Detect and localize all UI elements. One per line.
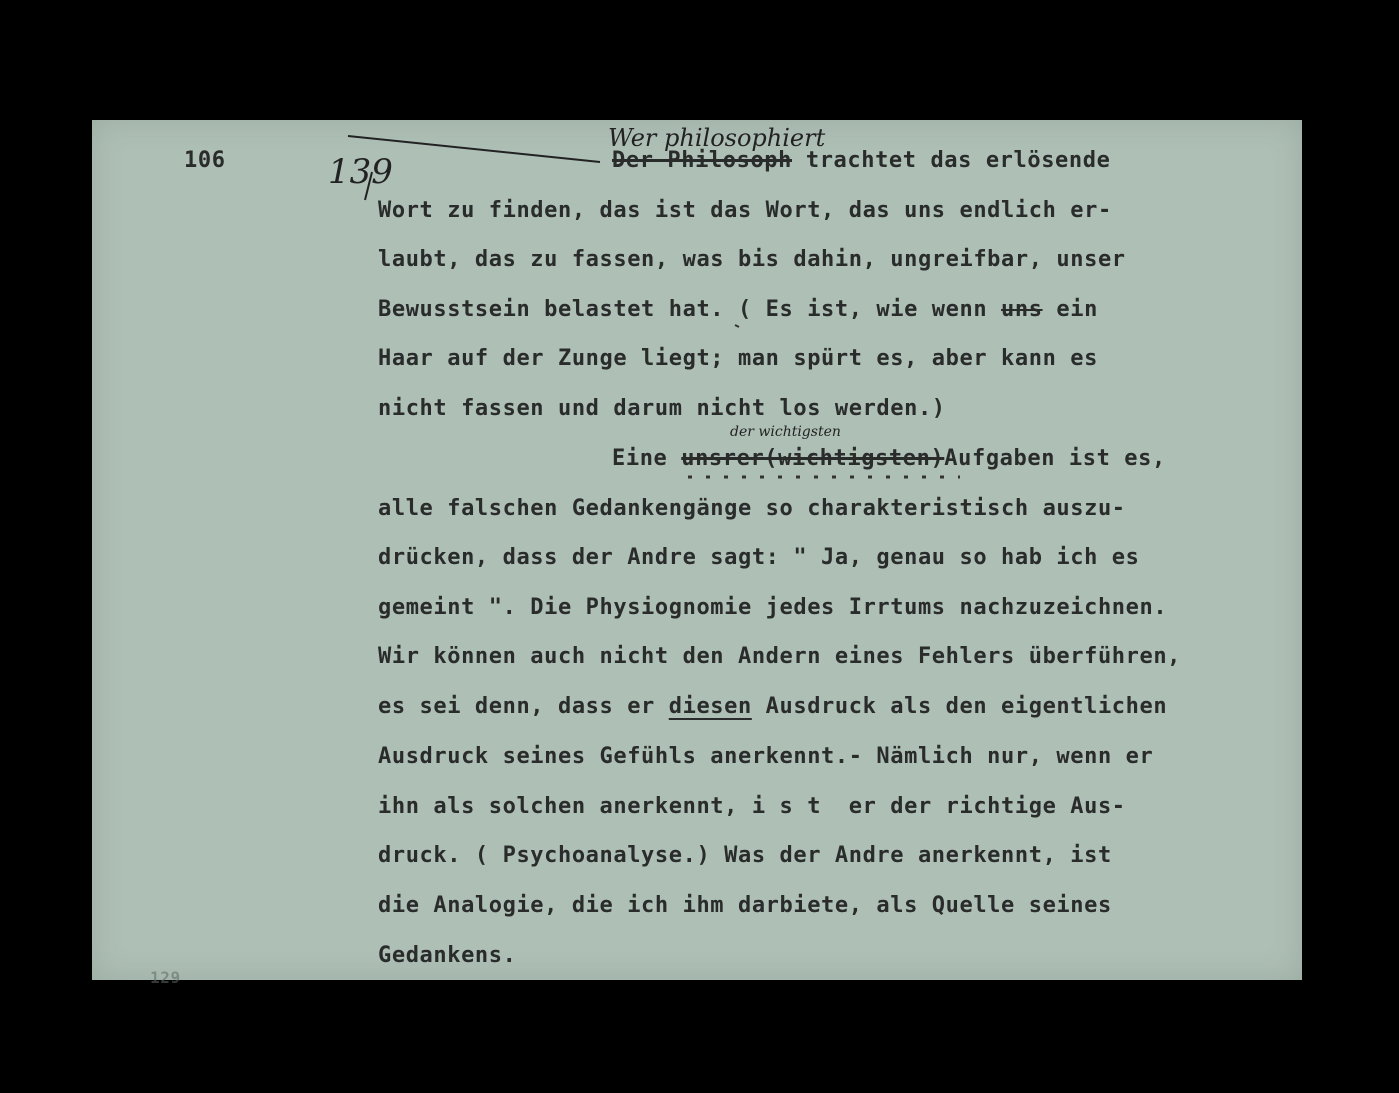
text-line-11: Wir können auch nicht den Andern eines Fehlers überführen, — [378, 644, 1182, 669]
text-line-8: alle falschen Gedankengänge so charakteristisch auszu- — [378, 496, 1126, 521]
handwritten-insertion: Wer philosophiert — [608, 124, 826, 152]
underlined-word: diesen — [668, 694, 752, 719]
text-line-10: gemeint ". Die Physiognomie jedes Irrtums nachzuzeichnen. — [378, 595, 1168, 620]
text-line-2: Wort zu finden, das ist das Wort, das uns endlich er- — [378, 198, 1112, 223]
line-text: ein — [1042, 297, 1098, 322]
text-line-5: Haar auf der Zunge liegt; man spürt es, aber kann es — [378, 346, 1098, 371]
text-line-17: Gedankens. — [378, 943, 517, 968]
line-text: Ausdruck als den eigentlichen — [751, 694, 1168, 719]
handwritten-over-wichtigsten: der wichtigsten — [730, 424, 841, 440]
text-line-9: drücken, dass der Andre sagt: " Ja, genau so hab ich es — [378, 545, 1140, 570]
line-text: Aufgaben ist es, — [944, 446, 1166, 471]
text-line-3: laubt, das zu fassen, was bis dahin, ungreifbar, unser — [378, 247, 1126, 272]
page-number: 106 — [184, 148, 226, 173]
text-line-14: ihn als solchen anerkennt, i s t er der richtige Aus- — [378, 794, 1126, 819]
text-line-7 — [612, 446, 1166, 471]
line-text: Eine — [612, 446, 682, 471]
struck-word: Der Philosoph — [612, 148, 792, 173]
text-line-1 — [612, 148, 1110, 173]
handwritten-folio: 139 — [328, 152, 393, 192]
text-line-12 — [378, 694, 1167, 719]
struck-word: uns — [1001, 297, 1043, 322]
struck-word: unsrer(wichtigsten) — [681, 446, 945, 471]
faint-left-number: 129 — [150, 968, 181, 987]
line-text: trachtet das erlösende — [792, 148, 1111, 173]
text-line-6: nicht fassen und darum nicht los werden.) — [378, 396, 946, 421]
text-line-16: die Analogie, die ich ihm darbiete, als Quelle seines — [378, 893, 1112, 918]
line-text: Bewusstsein belastet hat. ( Es ist, wie wenn — [378, 297, 1002, 322]
text-line-4 — [378, 297, 1098, 322]
text-line-13: Ausdruck seines Gefühls anerkennt.- Nämlich nur, wenn er — [378, 744, 1154, 769]
text-line-15: druck. ( Psychoanalyse.) Was der Andre anerkennt, ist — [378, 843, 1112, 868]
line-text: es sei denn, dass er — [378, 694, 669, 719]
